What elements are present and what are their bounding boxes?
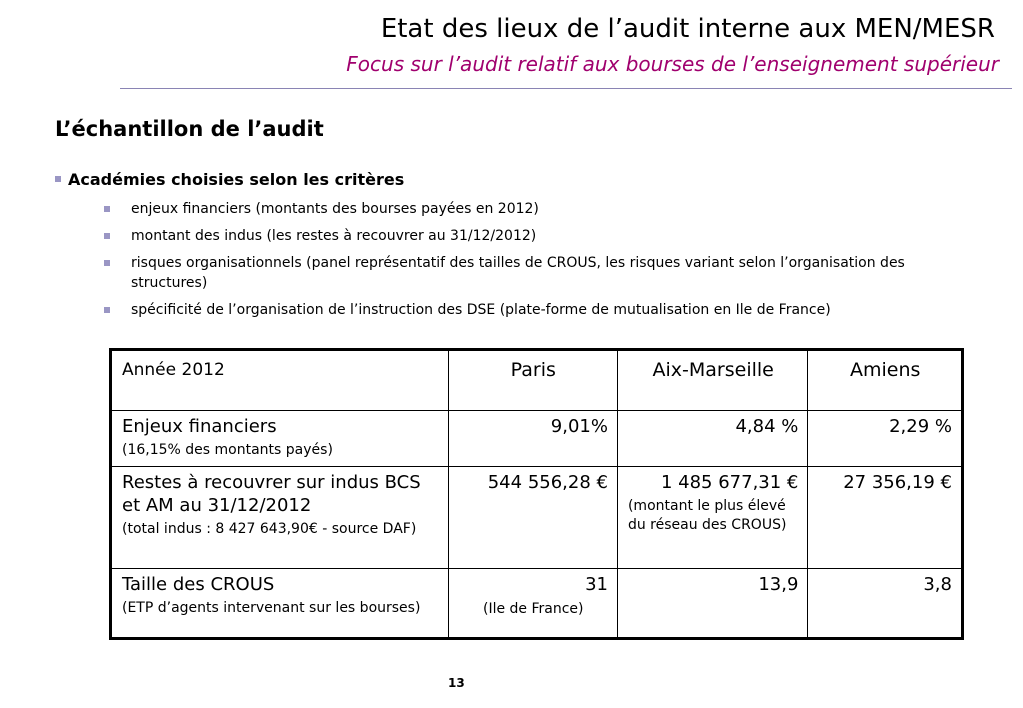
header-amiens: Amiens	[808, 350, 963, 411]
row-label-note: (ETP d’agents intervenant sur les bourses)	[122, 600, 421, 616]
list-item	[104, 253, 984, 293]
row-label	[111, 569, 449, 639]
table-row	[111, 467, 963, 569]
square-bullet-icon	[104, 260, 110, 266]
list-item-text: spécificité de l’organisation de l’instruction des DSE (plate-forme de mutualisation en Ile de France)	[131, 302, 831, 318]
cell-value: 31	[585, 574, 608, 595]
cell-amiens: 27 356,19 €	[808, 467, 963, 569]
table-row	[111, 411, 963, 467]
row-label-text: Enjeux financiers	[122, 416, 277, 437]
row-label-note: (16,15% des montants payés)	[122, 442, 333, 458]
cell-aix-marseille: 4,84 %	[617, 411, 807, 467]
list-item	[104, 300, 984, 320]
table-header-row	[111, 350, 963, 411]
list-item-text: montant des indus (les restes à recouvrer au 31/12/2012)	[131, 228, 537, 244]
square-bullet-icon	[55, 176, 61, 182]
square-bullet-icon	[104, 307, 110, 313]
slide-subtitle: Focus sur l’audit relatif aux bourses de l’enseignement supérieur	[346, 52, 999, 76]
row-label-text: Taille des CROUS	[122, 574, 275, 595]
header-paris: Paris	[448, 350, 617, 411]
header-aix-marseille: Aix-Marseille	[617, 350, 807, 411]
list-item-text: risques organisationnels (panel représentatif des tailles de CROUS, les risques variant selon l’organisation des structures)	[131, 255, 905, 291]
criteria-list	[104, 199, 984, 327]
table-row	[111, 569, 963, 639]
square-bullet-icon	[104, 233, 110, 239]
cell-aix-marseille: 13,9	[617, 569, 807, 639]
cell-paris	[448, 569, 617, 639]
list-item-text: enjeux financiers (montants des bourses payées en 2012)	[131, 201, 539, 217]
cell-paris: 9,01%	[448, 411, 617, 467]
cell-amiens: 2,29 %	[808, 411, 963, 467]
cell-value: 1 485 677,31 €	[660, 472, 799, 493]
main-bullet	[55, 170, 404, 189]
row-label-note: (total indus : 8 427 643,90€ - source DAF)	[122, 521, 417, 537]
slide-title: Etat des lieux de l’audit interne aux MEN/MESR	[380, 14, 995, 44]
cell-note: (Ile de France)	[483, 601, 584, 617]
list-item	[104, 226, 984, 246]
list-item	[104, 199, 984, 219]
header-divider	[120, 88, 1012, 89]
header-year: Année 2012	[111, 350, 449, 411]
square-bullet-icon	[104, 206, 110, 212]
cell-paris: 544 556,28 €	[448, 467, 617, 569]
section-heading: L’échantillon de l’audit	[55, 117, 324, 141]
sample-table	[109, 348, 964, 640]
row-label-text: Restes à recouvrer sur indus BCS et AM au 31/12/2012	[122, 472, 421, 516]
cell-aix-marseille	[617, 467, 807, 569]
cell-note: (montant le plus élevé du réseau des CROUS)	[627, 498, 787, 533]
row-label	[111, 467, 449, 569]
main-bullet-text: Académies choisies selon les critères	[68, 170, 405, 189]
row-label	[111, 411, 449, 467]
page-number: 13	[448, 676, 465, 690]
cell-amiens: 3,8	[808, 569, 963, 639]
